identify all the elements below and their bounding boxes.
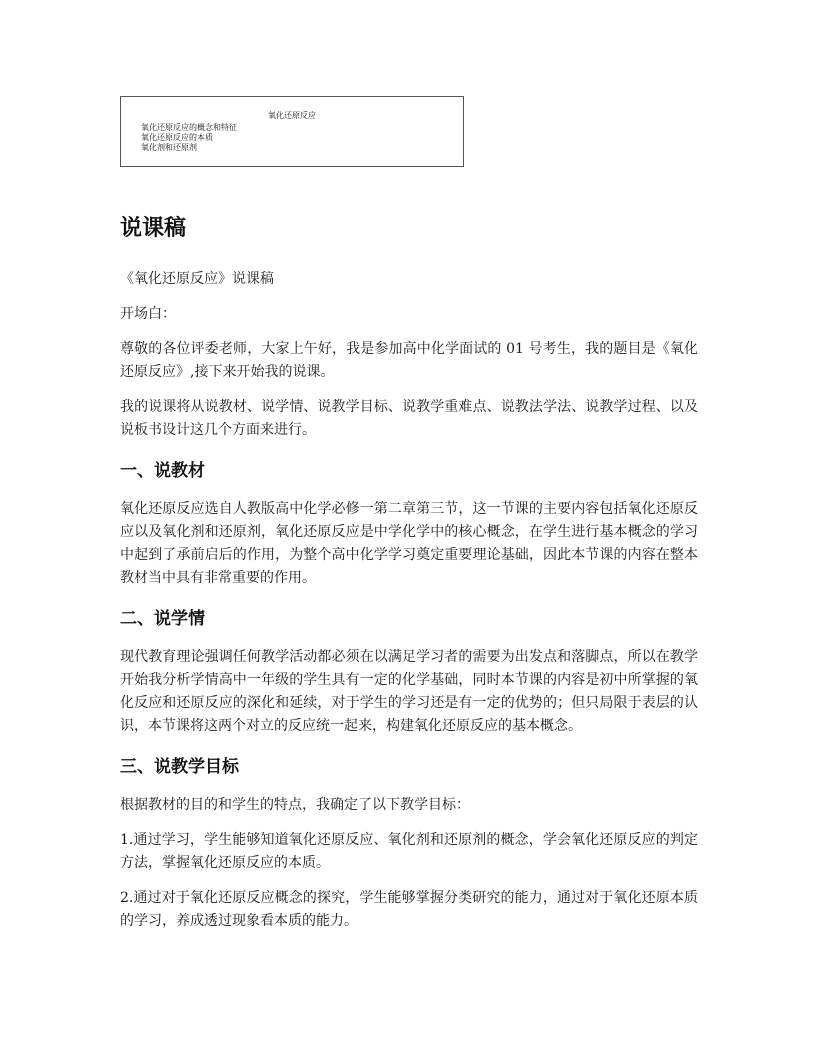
- goal-item: 1.通过学习，学生能够知道氧化还原反应、氧化剂和还原剂的概念，学会氧化还原反应的判定方法，掌握氧化还原反应的本质。: [120, 832, 698, 871]
- goal-item: 2.通过对于氧化还原反应概念的探究，学生能够掌握分类研究的能力，通过对于氧化还原本质的学习，养成透过现象看本质的能力。: [120, 890, 698, 929]
- blackboard-design-thumbnail: [120, 96, 464, 167]
- section-heading-goals: 三、说教学目标: [120, 757, 239, 777]
- section-heading-students: 二、说学情: [120, 609, 205, 629]
- section-text-textbook: 氧化还原反应选自人教版高中化学必修一第二章第三节，这一节课的主要内容包括氧化还原反应以及氧化剂和还原剂，氧化还原反应是中学化学中的核心概念，在学生进行基本概念的学习中起到了承前启后的作用，为整个高中化学学习奠定重要理论基础，因此本节课的内容在整本教材当中具有非常重要的作用。: [120, 501, 698, 586]
- overview-text: 我的说课将从说教材、说学情、说教学目标、说教学重难点、说教法学法、说教学过程、以及说板书设计这几个方面来进行。: [120, 399, 698, 438]
- board-lines: [141, 123, 237, 153]
- board-title: 氧化还原反应: [268, 111, 316, 120]
- lesson-subtitle: 《氧化还原反应》说课稿: [120, 271, 274, 287]
- document-body: [120, 212, 698, 945]
- opening-label: 开场白：: [120, 306, 176, 322]
- opening-text: 尊敬的各位评委老师，大家上午好，我是参加高中化学面试的 01 号考生，我的题目是《氧化还原反应》,接下来开始我的说课。: [120, 341, 698, 380]
- board-line: 氧化还原反应的概念和特征: [141, 123, 237, 132]
- goals-intro: 根据教材的目的和学生的特点，我确定了以下教学目标：: [120, 797, 470, 813]
- section-text-students: 现代教育理论强调任何教学活动都必须在以满足学习者的需要为出发点和落脚点，所以在教学开始我分析学情高中一年级的学生具有一定的化学基础，同时本节课的内容是初中所掌握的氧化反应和还原反应的深化和延续，对于学生的学习还是有一定的优势的；但只局限于表层的认识，本节课将这两个对立的反应统一起来，构建氧化还原反应的基本概念。: [120, 649, 698, 734]
- board-line: 氧化还原反应的本质: [141, 133, 213, 142]
- board-line: 氧化剂和还原剂: [141, 143, 197, 152]
- document-title: 说课稿: [120, 216, 187, 241]
- section-heading-textbook: 一、说教材: [120, 461, 205, 481]
